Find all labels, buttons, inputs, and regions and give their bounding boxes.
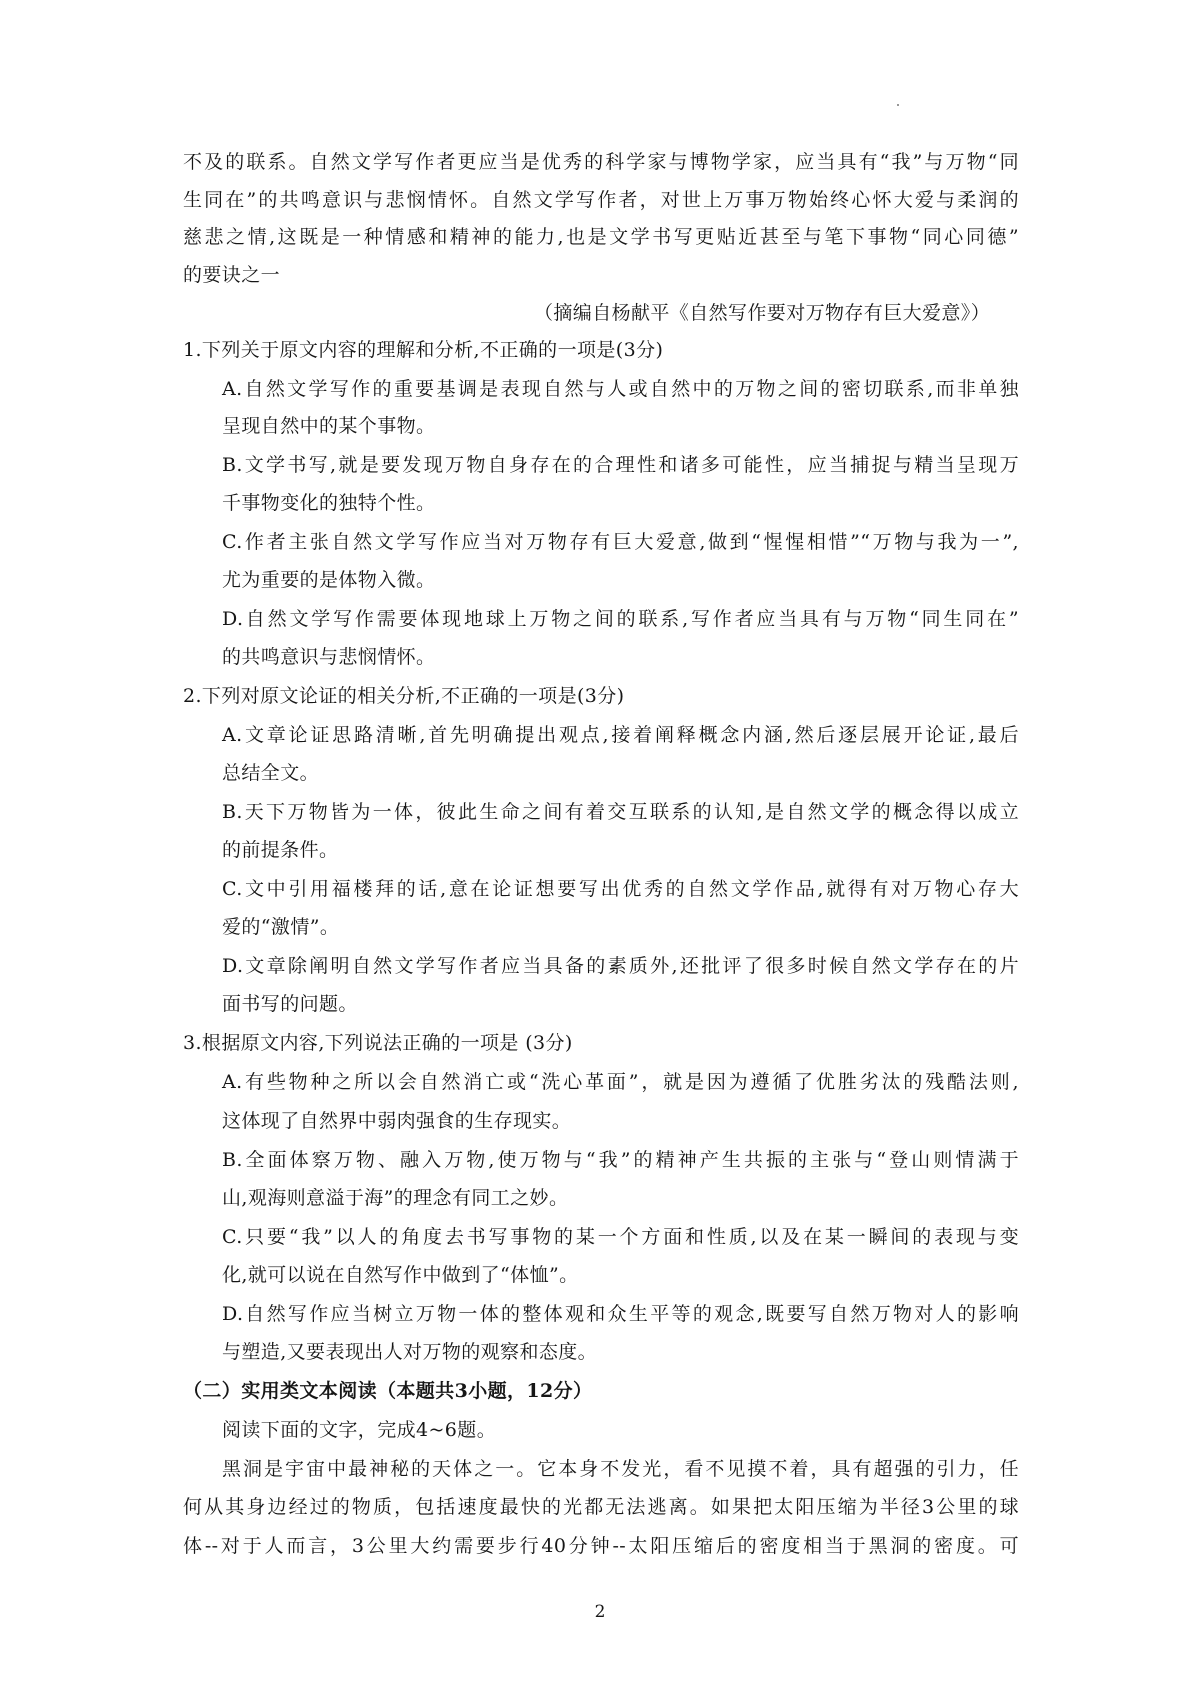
option-line: 爱的“激情”。 [222, 916, 340, 938]
option-line: B.文学书写,就是要发现万物自身存在的合理性和诸多可能性，应当捕捉与精当呈现万 [222, 454, 1019, 476]
passage-line: 体--对于人而言，3公里大约需要步行40分钟--太阳压缩后的密度相当于黑洞的密度。可 [183, 1535, 1019, 1557]
option-line: D.文章除阐明自然文学写作者应当具备的素质外,还批评了很多时候自然文学存在的片 [222, 955, 1019, 977]
option-line: 与塑造,又要表现出人对万物的观察和态度。 [222, 1341, 598, 1363]
option-line: 这体现了自然界中弱肉强食的生存现实。 [222, 1110, 572, 1132]
page-number: 2 [594, 1602, 606, 1622]
option-line: 总结全文。 [222, 762, 320, 784]
passage-source: （摘编自杨献平《自然写作要对万物存有巨大爱意》） [534, 302, 991, 324]
question-stem: 1.下列关于原文内容的理解和分析,不正确的一项是(3分) [183, 339, 664, 361]
passage-line: 的要诀之一 [183, 264, 281, 286]
option-line: C.只要“我”以人的角度去书写事物的某一个方面和性质,以及在某一瞬间的表现与变 [222, 1226, 1019, 1248]
passage-line: 何从其身边经过的物质，包括速度最快的光都无法逃离。如果把太阳压缩为半径3公里的球 [183, 1496, 1019, 1518]
passage-line: 不及的联系。自然文学写作者更应当是优秀的科学家与博物学家，应当具有“我”与万物“同 [183, 151, 1019, 173]
section-heading: （二）实用类文本阅读（本题共3小题，12分） [183, 1380, 593, 1402]
option-line: D.自然文学写作需要体现地球上万物之间的联系,写作者应当具有与万物“同生同在” [222, 608, 1019, 630]
option-line: 山,观海则意溢于海”的理念有同工之妙。 [222, 1187, 569, 1209]
passage-line: 黑洞是宇宙中最神秘的天体之一。它本身不发光，看不见摸不着，具有超强的引力，任 [222, 1458, 1019, 1480]
option-line: C.作者主张自然文学写作应当对万物存有巨大爱意,做到“惺惺相惜”“万物与我为一”, [222, 531, 1019, 553]
option-line: A.自然文学写作的重要基调是表现自然与人或自然中的万物之间的密切联系,而非单独 [222, 378, 1019, 400]
option-line: B.全面体察万物、融入万物,使万物与“我”的精神产生共振的主张与“登山则情满于 [222, 1149, 1019, 1171]
option-line: B.天下万物皆为一体，彼此生命之间有着交互联系的认知,是自然文学的概念得以成立 [222, 801, 1019, 823]
option-line: C.文中引用福楼拜的话,意在论证想要写出优秀的自然文学作品,就得有对万物心存大 [222, 878, 1019, 900]
option-line: 尤为重要的是体物入微。 [222, 569, 436, 591]
passage-line: 慈悲之情,这既是一种情感和精神的能力,也是文学书写更贴近甚至与笔下事物“同心同德” [183, 226, 1019, 248]
option-line: 千事物变化的独特个性。 [222, 492, 436, 514]
option-line: 面书写的问题。 [222, 993, 358, 1015]
scan-speck [897, 104, 899, 106]
question-stem: 2.下列对原文论证的相关分析,不正确的一项是(3分) [183, 685, 625, 707]
option-line: A.文章论证思路清晰,首先明确提出观点,接着阐释概念内涵,然后逐层展开论证,最后 [222, 724, 1019, 746]
option-line: 的共鸣意识与悲悯情怀。 [222, 646, 436, 668]
passage-line: 生同在”的共鸣意识与悲悯情怀。自然文学写作者，对世上万事万物始终心怀大爱与柔润的 [183, 189, 1019, 211]
option-line: 的前提条件。 [222, 839, 339, 861]
section-instruction: 阅读下面的文字，完成4~6题。 [222, 1419, 497, 1441]
option-line: D.自然写作应当树立万物一体的整体观和众生平等的观念,既要写自然万物对人的影响 [222, 1303, 1019, 1325]
question-stem: 3.根据原文内容,下列说法正确的一项是 (3分) [183, 1032, 573, 1054]
option-line: A.有些物种之所以会自然消亡或“洗心革面”，就是因为遵循了优胜劣汰的残酷法则, [222, 1071, 1019, 1093]
option-line: 化,就可以说在自然写作中做到了“体恤”。 [222, 1264, 579, 1286]
option-line: 呈现自然中的某个事物。 [222, 415, 436, 437]
